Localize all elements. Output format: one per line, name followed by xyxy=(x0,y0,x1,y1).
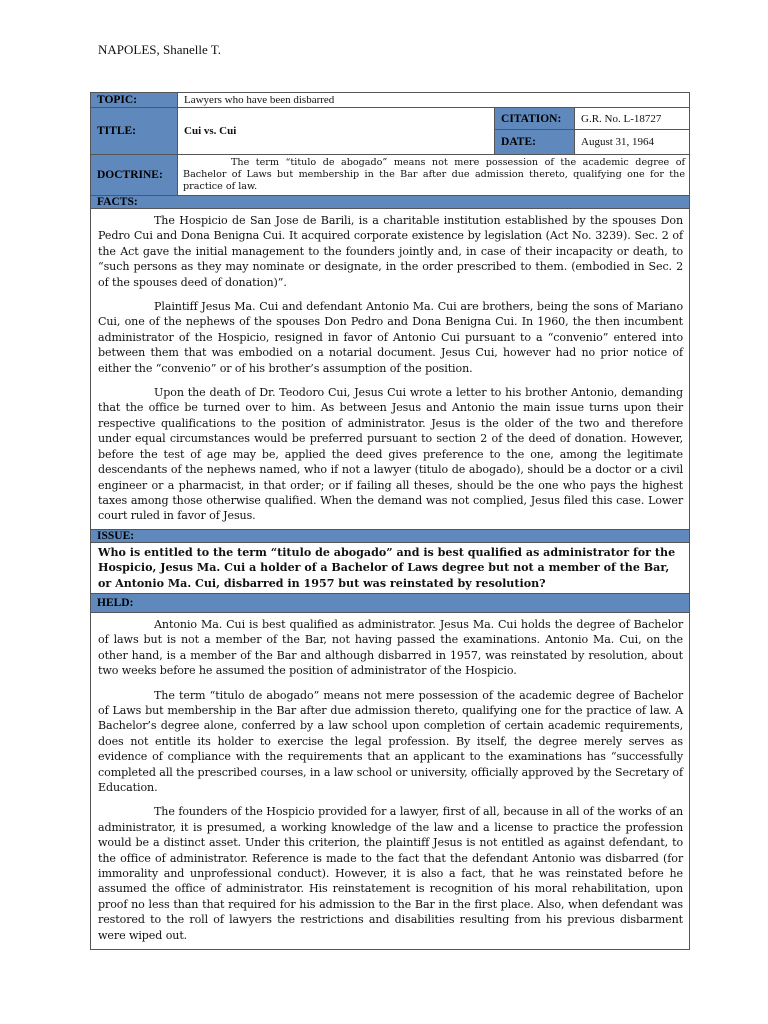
facts-label: FACTS: xyxy=(91,196,690,209)
doctrine-label: DOCTRINE: xyxy=(91,155,178,196)
topic-value: Lawyers who have been disbarred xyxy=(178,93,690,108)
date-label: DATE: xyxy=(495,130,575,155)
title-value: Cui vs. Cui xyxy=(178,108,495,155)
held-body xyxy=(91,612,690,949)
held-paragraph: The founders of the Hospicio provided for a lawyer, first of all, because in all of the works of an administrator, it is presumed, a working knowledge of the law and a license to practice the profession would be a distinct asset. Under this criterion, the plaintiff Jesus is not entitled as against defendant, to the office of administrator. Reference is made to the fact that the defendant Antonio was disbarred (for immorality and unprofessional conduct). However, it is also a fact, that he was reinstated before he assumed the office of administrator. His reinstatement is recognition of his moral rehabilitation, upon proof no less than that required for his admission to the Bar in the first place. Also, when defendant was restored to the roll of lawyers the restrictions and disabilities resulting from his previous disbarment were wiped out. xyxy=(98,805,684,942)
author-name: NAPOLES, Shanelle T. xyxy=(98,42,222,57)
facts-paragraph: The Hospicio de San Jose de Barili, is a charitable institution established by the spouses Don Pedro Cui and Dona Benigna Cui. It acquired corporate existence by legislation (Act No. 3239). Sec. 2 of the Act gave the initial management to the founders jointly and, in case of their incapacity or death, to “such persons as they may nominate or designate, in the order prescribed to them. (embodied in Sec. 2 of the spouses deed of donation)”. xyxy=(98,214,684,289)
citation-label: CITATION: xyxy=(495,108,575,130)
title-label: TITLE: xyxy=(91,108,178,155)
held-paragraph: The term “titulo de abogado” means not mere possession of the academic degree of Bachelor of Laws but membership in the Bar after due admission thereto, qualifying one for the practice of law. A Bachelor’s degree alone, conferred by a law school upon completion of certain academic requirements, does not entitle its holder to exercise the legal profession. By itself, the degree merely serves as evidence of compliance with the requirements that an applicant to the examinations has “successfully completed all the prescribed courses, in a law school or university, officially approved by the Secretary of Education. xyxy=(98,688,684,794)
topic-label: TOPIC: xyxy=(91,93,178,108)
facts-body xyxy=(91,209,690,530)
issue-label: ISSUE: xyxy=(91,529,690,542)
held-paragraph: Antonio Ma. Cui is best qualified as administrator. Jesus Ma. Cui holds the degree of Bachelor of laws but is not a member of the Bar, not having passed the examinations. Antonio Ma. Cui, on the other hand, is a member of the Bar and although disbarred in 1957, was reinstated by resolution, about two weeks before he assumed the position of administrator of the Hospicio. xyxy=(98,617,684,678)
citation-value: G.R. No. L-18727 xyxy=(575,108,690,130)
issue-text: Who is entitled to the term “titulo de abogado” and is best qualified as administrator for the Hospicio, Jesus Ma. Cui a holder of a Bachelor of Laws degree but not a member of the Bar, or Antonio Ma. Cui, disbarred in 1957 but was reinstated by resolution? xyxy=(91,542,690,593)
facts-paragraph: Plaintiff Jesus Ma. Cui and defendant Antonio Ma. Cui are brothers, being the sons of Mariano Cui, one of the nephews of the spouses Don Pedro and Dona Benigna Cui. In 1960, the then incumbent administrator of the Hospicio, resigned in favor of Antonio Cui pursuant to a “convenio” entered into between them that was embodied on a notarial document. Jesus Cui, however had no prior notice of either the “convenio” or of his brother’s assumption of the position. xyxy=(98,300,684,375)
doctrine-text: The term “titulo de abogado” means not mere possession of the academic degree of Bachelor of Laws but membership in the Bar after due admission thereto, qualifying one for the practice of law. xyxy=(178,155,690,196)
facts-paragraph: Upon the death of Dr. Teodoro Cui, Jesus Cui wrote a letter to his brother Antonio, demanding that the office be turned over to him. As between Jesus and Antonio the main issue turns upon their respective qualifications to the position of administrator. Jesus is the older of the two and therefore under equal circumstances would be preferred pursuant to section 2 of the deed of donation. However, before the test of age may be, applied the deed gives preference to the one, among the legitimate descendants of the nephews named, who if not a lawyer (titulo de abogado), should be a doctor or a civil engineer or a pharmacist, in that order; or if failing all theses, should be the one who pays the highest taxes among those otherwise qualified. When the demand was not complied, Jesus filed this case. Lower court ruled in favor of Jesus. xyxy=(98,386,684,523)
date-value: August 31, 1964 xyxy=(575,130,690,155)
case-digest-table xyxy=(90,92,690,950)
held-label: HELD: xyxy=(91,593,690,612)
